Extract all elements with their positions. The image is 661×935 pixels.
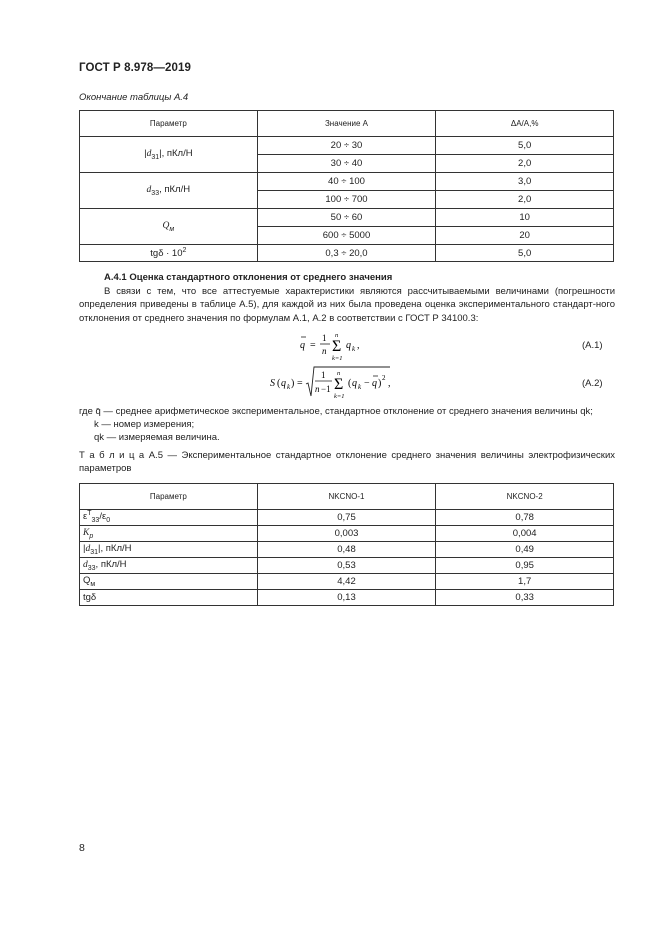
svg-text:−1: −1 bbox=[321, 384, 331, 394]
table-cell: 0,53 bbox=[257, 558, 436, 574]
where-line-3: qk — измеряемая величина. bbox=[94, 432, 220, 443]
svg-text:q: q bbox=[300, 340, 305, 351]
svg-text:=: = bbox=[297, 378, 303, 389]
svg-text:n: n bbox=[335, 332, 339, 339]
svg-text:2: 2 bbox=[382, 374, 386, 382]
table-cell: 40 ÷ 100 bbox=[257, 173, 436, 191]
table-cell: 5,0 bbox=[436, 137, 614, 155]
table-row-param: $|d_{31}|$, пКл/Н bbox=[80, 137, 258, 173]
svg-text:k: k bbox=[358, 383, 362, 391]
svg-text:(: ( bbox=[277, 378, 281, 389]
svg-text:q: q bbox=[281, 378, 286, 389]
table-a4-header-param: Параметр bbox=[80, 111, 258, 137]
table-cell: 30 ÷ 40 bbox=[257, 155, 436, 173]
svg-text:k=1: k=1 bbox=[334, 393, 345, 400]
formula-a2-number: (А.2) bbox=[582, 378, 603, 389]
svg-text:): ) bbox=[291, 378, 295, 389]
table-row-param: tgδ bbox=[80, 590, 258, 606]
table-cell: 0,75 bbox=[257, 510, 436, 526]
svg-text:k: k bbox=[352, 345, 356, 353]
svg-text:1: 1 bbox=[322, 333, 327, 343]
section-paragraph: В связи с тем, что все аттестуемые характеристики являются рассчитываемыми величинами (погрешности определения приведены в таблице А.5), для каждой из них была проведена оценка экспериментального стандарт-ного отклонения от среднего значения по формулам А.1, А.2 в соответствии с ГОСТ Р 34100.3: bbox=[79, 286, 615, 324]
section-title: А.4.1 Оценка стандартного отклонения от среднего значения bbox=[104, 272, 393, 283]
table-row-param: $Q_м$ bbox=[80, 209, 258, 245]
table-cell: 0,003 bbox=[257, 526, 436, 542]
table-cell: 0,95 bbox=[436, 558, 614, 574]
svg-text:−: − bbox=[364, 378, 370, 389]
table-a4-caption: Окончание таблицы А.4 bbox=[79, 92, 189, 103]
table-cell: 3,0 bbox=[436, 173, 614, 191]
table-cell: 0,004 bbox=[436, 526, 614, 542]
table-cell: 100 ÷ 700 bbox=[257, 191, 436, 209]
svg-text:k: k bbox=[287, 383, 291, 391]
table-row-param: $d_{33}$, пКл/Н bbox=[80, 558, 258, 574]
table-cell: 2,0 bbox=[436, 191, 614, 209]
table-cell: 0,78 bbox=[436, 510, 614, 526]
table-cell: 50 ÷ 60 bbox=[257, 209, 436, 227]
table-row-param: $|d_{31}|$, пКл/Н bbox=[80, 542, 258, 558]
svg-text:1: 1 bbox=[321, 370, 326, 380]
svg-text:=: = bbox=[310, 340, 316, 351]
formula-a2 bbox=[270, 366, 410, 405]
page-number: 8 bbox=[79, 842, 85, 854]
table-a5-header-sample2: NKCNO-2 bbox=[436, 484, 614, 510]
svg-text:,: , bbox=[388, 378, 391, 389]
svg-text:S: S bbox=[270, 378, 275, 389]
table-row-param: $Q_м$ bbox=[80, 574, 258, 590]
table-row-param: $\varepsilon^T_{33}/\varepsilon_0$ bbox=[80, 510, 258, 526]
table-row-param: $d_{33}$, пКл/Н bbox=[80, 173, 258, 209]
svg-text:): ) bbox=[378, 378, 382, 389]
svg-text:q: q bbox=[372, 378, 377, 389]
table-cell: 0,13 bbox=[257, 590, 436, 606]
table-cell: 1,7 bbox=[436, 574, 614, 590]
formula-a1-number: (А.1) bbox=[582, 340, 603, 351]
table-cell: 0,33 bbox=[436, 590, 614, 606]
document-title: ГОСТ Р 8.978—2019 bbox=[79, 62, 191, 74]
table-cell: 0,3 ÷ 20,0 bbox=[257, 245, 436, 262]
table-a4-header-error: ΔA/A,% bbox=[436, 111, 614, 137]
table-cell: 0,49 bbox=[436, 542, 614, 558]
table-a5-header-sample1: NKCNO-1 bbox=[257, 484, 436, 510]
table-a4 bbox=[79, 110, 614, 262]
svg-text:n: n bbox=[322, 346, 327, 356]
svg-text:(: ( bbox=[348, 378, 352, 389]
table-cell: 2,0 bbox=[436, 155, 614, 173]
where-line-2: k — номер измерения; bbox=[94, 419, 195, 430]
svg-text:q: q bbox=[352, 378, 357, 389]
where-line-1: где q̄ — среднее арифметическое экспериментальное, стандартное отклонение от среднего значения величины qk; bbox=[79, 406, 593, 417]
table-cell: 10 bbox=[436, 209, 614, 227]
table-cell: 20 ÷ 30 bbox=[257, 137, 436, 155]
table-cell: 4,42 bbox=[257, 574, 436, 590]
table-row-param: $K_p$ bbox=[80, 526, 258, 542]
svg-text:Σ: Σ bbox=[332, 338, 342, 355]
svg-text:n: n bbox=[315, 384, 320, 394]
table-a5 bbox=[79, 483, 614, 606]
svg-text:Σ: Σ bbox=[334, 376, 344, 393]
table-a5-caption: Т а б л и ц а А.5 — Экспериментальное стандартное отклонение среднего значения величины электрофизических параметров bbox=[79, 450, 615, 475]
table-row-param: $tg\delta \cdot 10^2$ bbox=[80, 245, 258, 262]
svg-text:n: n bbox=[337, 370, 341, 377]
svg-text:,: , bbox=[357, 340, 360, 351]
svg-text:q: q bbox=[346, 340, 351, 351]
table-cell: 600 ÷ 5000 bbox=[257, 227, 436, 245]
table-a5-header-param: Параметр bbox=[80, 484, 258, 510]
table-a4-header-value: Значение А bbox=[257, 111, 436, 137]
svg-text:k=1: k=1 bbox=[332, 355, 343, 362]
table-cell: 20 bbox=[436, 227, 614, 245]
table-cell: 5,0 bbox=[436, 245, 614, 262]
formula-a1 bbox=[300, 330, 390, 365]
table-cell: 0,48 bbox=[257, 542, 436, 558]
